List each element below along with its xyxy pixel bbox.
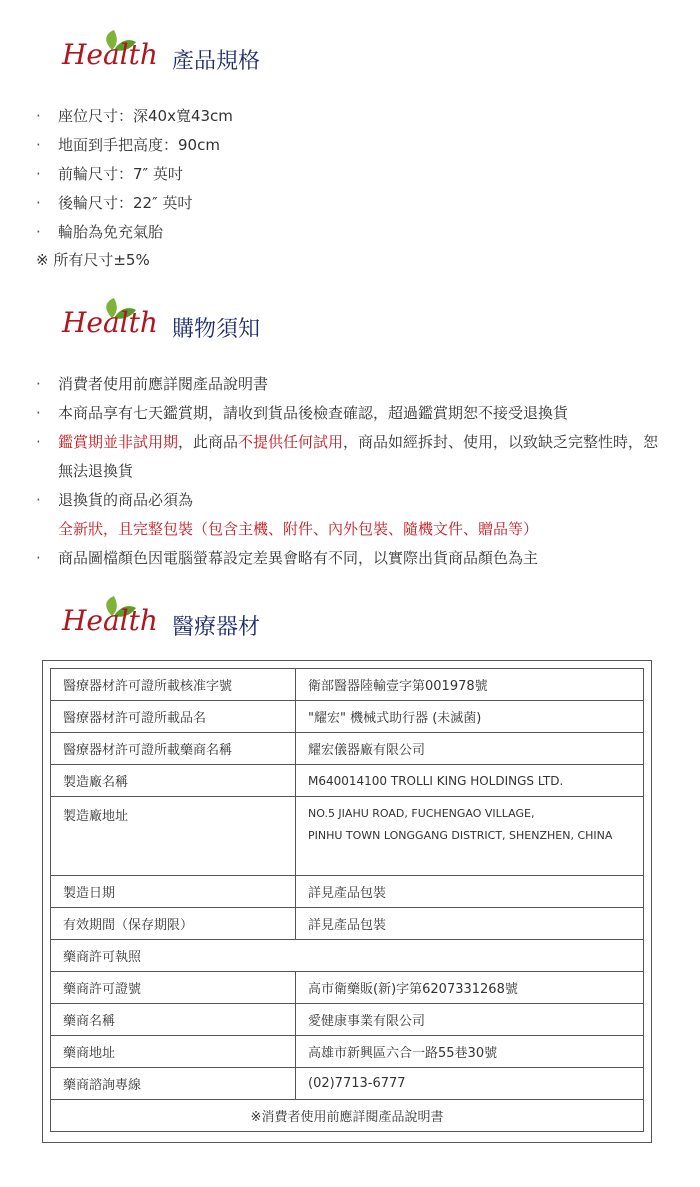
row-label: 製造廠地址: [51, 797, 296, 876]
list-item: · 座位尺寸：深40x寬43cm: [36, 107, 233, 125]
row-value: 詳見產品包裝: [296, 908, 644, 940]
row-label: 藥商諮詢專線: [51, 1068, 296, 1100]
table-row: [51, 908, 644, 940]
size-note: ※ 所有尺寸±5%: [36, 251, 150, 269]
table-row: [51, 1036, 644, 1068]
section-title: 購物須知: [172, 317, 261, 342]
address-line: PINHU TOWN LONGGANG DISTRICT, SHENZHEN, CHINA: [308, 829, 613, 842]
logo-word: Health: [62, 604, 158, 637]
row-value: 高雄市新興區六合一路55巷30號: [296, 1036, 644, 1068]
table-row: [51, 701, 644, 733]
spec-list: [36, 102, 233, 247]
list-item: · 退換貨的商品必須為全新狀，且完整包裝（包含主機、附件、內外包裝、隨機文件、贈品等）: [36, 491, 539, 538]
list-item: · 輪胎為免充氣胎: [36, 223, 164, 241]
row-value: "耀宏" 機械式助行器 (未滅菌): [296, 701, 644, 733]
row-value: 耀宏儀器廠有限公司: [296, 733, 644, 765]
section-title: 醫療器材: [172, 615, 261, 640]
table-row: [51, 1004, 644, 1036]
table-row: [51, 972, 644, 1004]
table-row: [51, 669, 644, 701]
row-value: M640014100 TROLLI KING HOLDINGS LTD.: [296, 765, 644, 797]
medical-section-header: [60, 594, 360, 644]
table-row: [51, 765, 644, 797]
list-item: · 前輪尺寸：7″ 英吋: [36, 165, 183, 183]
medical-table-frame: [42, 660, 652, 1143]
table-row: [51, 876, 644, 908]
health-logo: [60, 28, 170, 78]
table-row: [51, 1100, 644, 1132]
license-header: 藥商許可執照: [51, 940, 644, 972]
list-item: · 地面到手把高度：90cm: [36, 136, 220, 154]
health-logo: [60, 594, 170, 644]
row-label: 製造日期: [51, 876, 296, 908]
row-value: 愛健康事業有限公司: [296, 1004, 644, 1036]
row-label: 製造廠名稱: [51, 765, 296, 797]
list-item: · 本商品享有七天鑑賞期，請收到貨品後檢查確認，超過鑑賞期恕不接受退換貨: [36, 404, 569, 422]
health-logo: [60, 296, 170, 346]
table-row: [51, 940, 644, 972]
row-value: [296, 797, 644, 876]
medical-table: [50, 668, 644, 1132]
logo-word: Health: [62, 306, 158, 339]
section-title: 產品規格: [172, 49, 261, 74]
row-value: 衛部醫器陸輸壹字第001978號: [296, 669, 644, 701]
shopping-section-header: [60, 296, 360, 346]
row-value: 高市衛藥販(新)字第6207331268號: [296, 972, 644, 1004]
address-line: NO.5 JIAHU ROAD, FUCHENGAO VILLAGE,: [308, 807, 535, 820]
row-value: (02)7713-6777: [296, 1068, 644, 1100]
list-item: · 後輪尺寸：22″ 英吋: [36, 194, 193, 212]
row-label: 醫療器材許可證所載核准字號: [51, 669, 296, 701]
row-label: 藥商地址: [51, 1036, 296, 1068]
row-label: 藥商許可證號: [51, 972, 296, 1004]
list-item: · 鑑賞期並非試用期，此商品不提供任何試用，商品如經拆封、使用，以致缺乏完整性時，恕無法退換貨: [36, 433, 659, 480]
row-label: 醫療器材許可證所載品名: [51, 701, 296, 733]
list-item: · 商品圖檔顏色因電腦螢幕設定差異會略有不同，以實際出貨商品顏色為主: [36, 549, 539, 567]
spec-section-header: [60, 28, 360, 78]
table-row: [51, 733, 644, 765]
shopping-list: [36, 370, 673, 573]
row-label: 醫療器材許可證所載藥商名稱: [51, 733, 296, 765]
table-footer-note: ※消費者使用前應詳閱產品說明書: [51, 1100, 644, 1132]
logo-word: Health: [62, 38, 158, 71]
table-row: [51, 797, 644, 876]
row-label: 有效期間（保存期限）: [51, 908, 296, 940]
table-row: [51, 1068, 644, 1100]
list-item: · 消費者使用前應詳閱產品說明書: [36, 375, 269, 393]
row-value: 詳見產品包裝: [296, 876, 644, 908]
row-label: 藥商名稱: [51, 1004, 296, 1036]
